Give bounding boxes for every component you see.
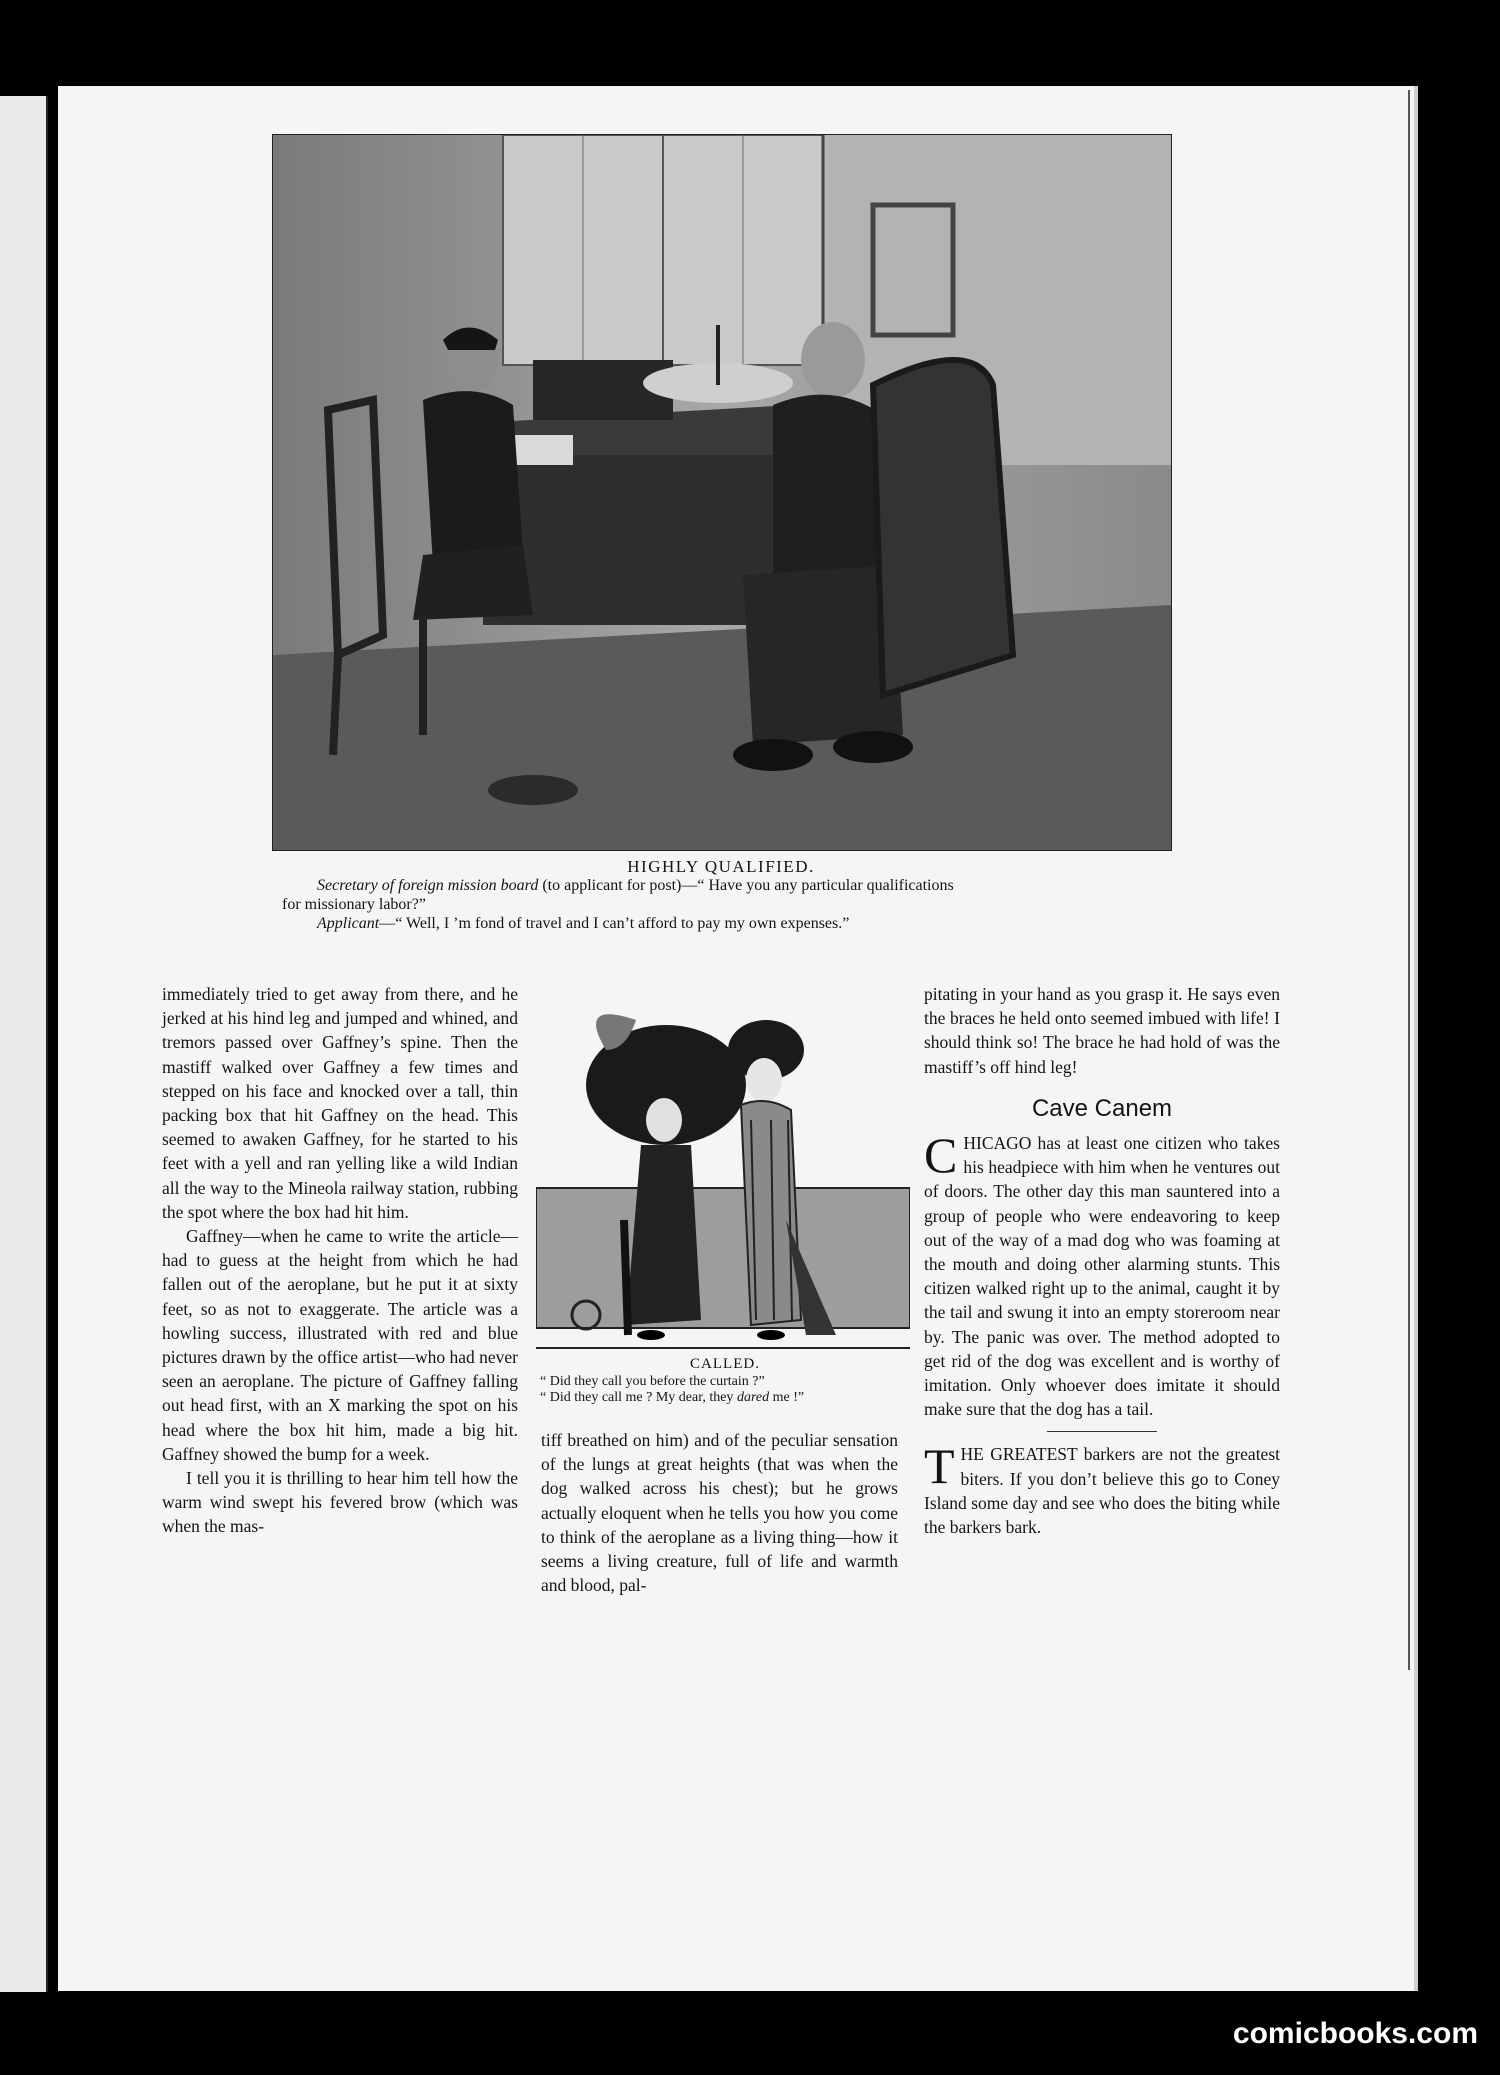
column1-paragraph-3: I tell you it is thrilling to hear him tell how the warm wind swept his fevered brow (which was when the mas- <box>162 1468 518 1537</box>
column1-paragraph-1: immediately tried to get away from there, and he jerked at his hind leg and jumped and whined, and tremors passed over Gaffney’s spine. Then the mastiff walked over Gaffney a few times and stepped on his face and knocked over a tall, thin packing box that hit Gaffney on the head. This seemed to awaken Gaffney, for he started to his feet with a yell and ran yelling like a wild Indian all the way to the Mineola railway station, rubbing the spot where the box had hit him. <box>162 984 518 1222</box>
dropcap-c: C <box>924 1127 958 1184</box>
column3-paragraph-2-text: HICAGO has at least one citizen who takes his headpiece with him when he ventures out of doors. The other day this man sauntered into a group of people who were endeavoring to keep out of the way of a mad dog who was foaming at the mouth and doing other alarming stunts. This citizen walked right up to the animal, caught it by the tail and swung it into an empty storeroom near by. The panic was over. The method adopted to get rid of the dog was excellent and is worthy of imitation. Only whoever does imitate it should make sure that the dog has a tail. <box>924 1133 1280 1420</box>
cartoon-caption <box>540 1356 910 1406</box>
cartoon-caption-line-2 <box>540 1390 910 1406</box>
section-heading-cave-canem: Cave Canem <box>1031 1094 1173 1122</box>
column1-paragraph-2: Gaffney—when he came to write the article—had to guess at the height from which he had fallen out of the aeroplane, but he put it at sixty feet, so as not to exaggerate. The article was a howling success, illustrated with red and blue pictures drawn by the office artist—who had never seen an aeroplane. The picture of Gaffney falling out head first, with an X marking the spot on his head where the box hit him, made a big hit. Gaffney showed the bump for a week. <box>162 1226 518 1464</box>
caption-text-2: —“ Well, I ’m fond of travel and I can’t afford to pay my own expenses.” <box>379 915 850 932</box>
caption-line-1 <box>272 876 1170 895</box>
illustration-caption <box>272 857 1170 933</box>
caption-line-1-cont: for missionary labor?” <box>282 896 426 913</box>
facing-page-edge <box>0 96 48 1992</box>
column2-paragraph-1: tiff breathed on him) and of the peculiar sensation of the lungs at great heights (that was when the dog walked across his chest); but he grows actually eloquent when he tells you how you come to think of the aeroplane as a living thing—how it seems a living creature, full of life and warmth and blood, pal- <box>541 1430 898 1596</box>
cartoon-caption-line-1: “ Did they call you before the curtain ?” <box>540 1374 765 1389</box>
cartoon-title: CALLED. <box>690 1356 760 1372</box>
text-column-1 <box>162 982 518 1539</box>
cartoon-caption-line-2a: “ Did they call me ? My dear, they <box>540 1390 737 1405</box>
cartoon-caption-emphasis: dared <box>736 1390 770 1405</box>
site-watermark: comicbooks.com <box>1232 2017 1478 2050</box>
page-edge <box>1414 86 1418 1991</box>
text-column-3 <box>924 982 1280 1539</box>
caption-title: HIGHLY QUALIFIED. <box>627 857 815 876</box>
column3-paragraph-3-text: HE GREATEST barkers are not the greatest biters. If you don’t believe this go to Coney Island some day and see who does the biting while the barkers bark. <box>924 1444 1280 1538</box>
cartoon-caption-line-2b: me !” <box>769 1390 805 1405</box>
text-column-2 <box>541 1428 898 1597</box>
caption-text-1: (to applicant for post)—“ Have you any particular qualifications <box>538 877 954 894</box>
section-divider <box>1047 1431 1157 1432</box>
caption-speaker-2: Applicant <box>317 915 380 932</box>
column3-paragraph-1: pitating in your hand as you grasp it. He says even the braces he held onto seemed imbued with life! I should think so! The brace he had hold of was the mastiff’s off hind leg! <box>924 984 1280 1077</box>
column3-paragraph-3 <box>924 1438 1280 1539</box>
column3-paragraph-2 <box>924 1127 1280 1421</box>
illustration-highly-qualified <box>272 134 1172 851</box>
dropcap-t: T <box>924 1438 955 1495</box>
caption-speaker-1: Secretary of foreign mission board <box>317 877 539 894</box>
page-border-line <box>1408 90 1410 1670</box>
caption-line-2 <box>272 914 1170 933</box>
